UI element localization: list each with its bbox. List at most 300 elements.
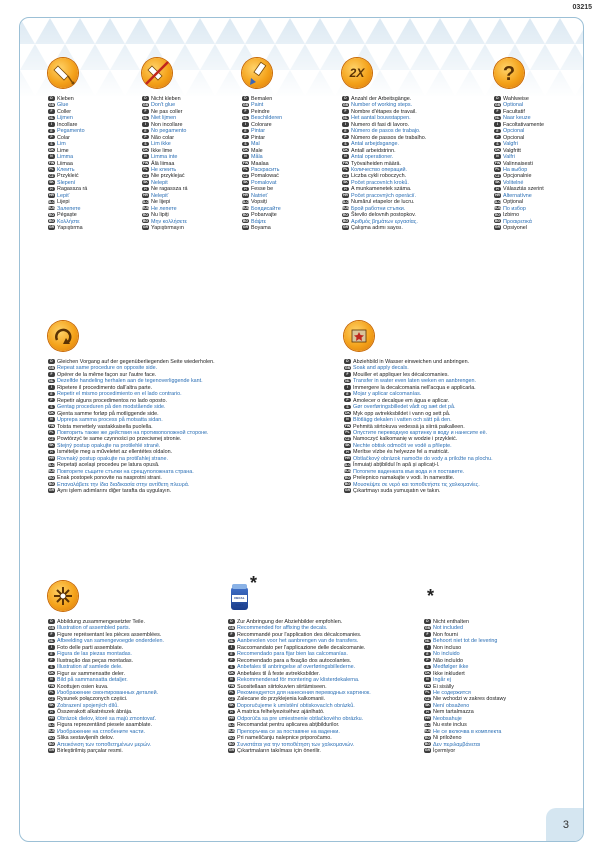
language-text: Mal — [251, 141, 260, 148]
language-code-badge: S — [494, 142, 501, 146]
language-code-badge: SLO — [242, 199, 249, 204]
language-code-badge: SK — [49, 180, 54, 185]
language-code-badge: S — [142, 142, 149, 146]
language-code-badge: HR — [343, 193, 348, 198]
language-code-badge: NL — [49, 378, 54, 383]
optional-text — [494, 96, 544, 232]
language-text: Ilustração das peças montadas. — [57, 657, 134, 664]
language-code-badge: SLO — [228, 722, 235, 727]
language-text: Опустите переводную картинку в воду и нанесите её. — [353, 429, 488, 436]
language-code-badge: DK — [495, 148, 500, 152]
decal-bottle-icon — [231, 587, 248, 610]
language-text: Ikke lime — [151, 147, 173, 154]
language-code-badge: H — [424, 710, 431, 714]
language-code-badge: P — [48, 398, 55, 402]
repeat-arrow-icon — [48, 321, 78, 351]
language-text: Συνιστάται για την τοποθέτηση των χαλκομανιών. — [237, 741, 355, 748]
language-code-badge: F — [424, 632, 431, 636]
language-code-badge: GB — [243, 102, 248, 107]
language-code-badge: CZ — [229, 696, 234, 701]
language-text: Não colar — [151, 134, 175, 141]
language-code-badge: FIN — [228, 683, 235, 688]
language-text: Soak and apply decals. — [353, 365, 409, 372]
language-code-badge: D — [494, 96, 501, 100]
language-text: Nu este inclus — [433, 722, 467, 729]
language-code-badge: GB — [495, 102, 500, 107]
language-text: Amolecer o decalque em água e aplicar. — [353, 397, 450, 404]
language-code-badge: N — [242, 154, 249, 158]
language-text: Alternatívne — [503, 192, 532, 199]
language-text: Wahlweise — [503, 96, 529, 102]
language-text: Slepení — [57, 179, 76, 186]
two-x-icon — [342, 58, 372, 88]
language-text: Repeat same procedure on opposite side. — [57, 365, 158, 372]
language-text: Ne ragassza rá — [151, 186, 188, 193]
language-code-badge: CZ — [49, 436, 54, 441]
language-code-badge: N — [142, 154, 149, 158]
language-code-badge: N — [48, 154, 55, 158]
language-code-badge: BG — [49, 741, 54, 746]
language-code-badge: HR — [49, 456, 54, 461]
language-text: Toista menettely vastakkaisella puolella. — [57, 423, 153, 430]
language-text: Rovnaký postup opakujte na protiľahlej strane. — [57, 455, 168, 462]
language-code-badge: RO — [243, 212, 248, 217]
language-text: Ripetere il procedimento dall'altra parte. — [57, 384, 153, 391]
language-code-badge: E — [424, 652, 431, 656]
language-text: Çıkartmayı suda yumuşatın ve takın. — [353, 488, 441, 495]
language-code-badge: GB — [229, 625, 234, 630]
language-code-badge: BG — [425, 741, 430, 746]
language-code-badge: P — [48, 658, 55, 662]
language-code-badge: N — [424, 677, 431, 681]
language-text: Gjenta samme forløp på motliggende side. — [57, 410, 159, 417]
language-code-badge: NL — [425, 638, 430, 643]
language-text: Není obsaženo — [433, 702, 470, 709]
assembled-text — [48, 619, 164, 755]
language-line — [344, 488, 493, 494]
language-code-badge: S — [48, 405, 55, 409]
recommended-text — [228, 619, 371, 755]
language-text: Dezelfde handeling herhalen aan de tegenoverliggende kant. — [57, 378, 203, 385]
language-text: Número de pasos de trabajo. — [351, 128, 421, 135]
language-code-badge: PL — [345, 430, 350, 435]
language-code-badge: H — [228, 710, 235, 714]
language-text: Повторить также же действия на противоположной стороне. — [57, 429, 209, 436]
language-code-badge: NL — [343, 115, 348, 120]
language-text: Naar keuze — [503, 115, 531, 122]
language-text: Recommended for affixing the decals. — [237, 625, 328, 632]
language-text: Gentag proceduren på den modstående side. — [57, 404, 166, 411]
language-code-badge: N — [344, 417, 351, 421]
language-text: Figura de las piezas montadas. — [57, 651, 132, 658]
language-code-badge: HR — [143, 193, 148, 198]
language-code-badge: NL — [345, 378, 350, 383]
language-text: Nicht enthalten — [433, 619, 469, 625]
language-code-badge: DK — [425, 671, 430, 675]
language-text: Koottujen osien kuva. — [57, 683, 109, 690]
language-code-badge: FIN — [48, 160, 55, 165]
language-code-badge: GR — [425, 748, 430, 753]
language-code-badge: RUS — [142, 206, 149, 211]
language-code-badge: I — [242, 122, 249, 126]
language-text: Recomendado para fijar bien las calcomanías. — [237, 651, 348, 658]
language-code-badge: D — [142, 96, 149, 100]
language-code-badge: S — [228, 665, 235, 669]
language-code-badge: H — [142, 187, 149, 191]
language-code-badge: FIN — [48, 683, 55, 688]
language-text: Limma — [57, 154, 74, 161]
language-code-badge: N — [228, 677, 235, 681]
language-text: Boyama — [251, 225, 271, 232]
language-text: Don't glue — [151, 102, 176, 109]
language-text: Μουσκέψτε σε νερό και τοποθετήστε τις χαλκομανίες. — [353, 481, 480, 488]
language-code-badge: SK — [49, 703, 54, 708]
language-code-badge: HR — [345, 456, 350, 461]
language-text: A matrica felhelyezéséhez ajánlható. — [237, 709, 325, 716]
language-code-badge: D — [228, 619, 235, 623]
language-text: Nie wchodzi w zakres dostawy — [433, 696, 507, 703]
language-code-badge: PL — [343, 167, 348, 172]
language-text: Not included — [433, 625, 463, 632]
language-text: Facoltativamente — [503, 121, 545, 128]
language-text: Κολλήστε — [57, 218, 80, 225]
language-code-badge: F — [48, 372, 55, 376]
language-text: Fesse be — [251, 186, 274, 193]
language-code-badge: H — [494, 187, 501, 191]
language-code-badge: SK — [343, 180, 348, 185]
language-text: Incollare — [57, 121, 78, 128]
language-code-badge: RO — [425, 735, 430, 740]
language-text: Stejný postup opakujte na protilehlé straně. — [57, 442, 161, 449]
decal-text — [344, 359, 493, 495]
language-line — [48, 225, 87, 231]
language-code-badge: RO — [495, 212, 500, 217]
language-text: Mojar y aplicar calcomanías. — [353, 391, 422, 398]
language-code-badge: SLO — [494, 199, 501, 204]
language-code-badge: HR — [49, 193, 54, 198]
language-code-badge: RO — [49, 212, 54, 217]
language-text: Måla — [251, 154, 263, 161]
language-text: Število delovnih postopkov. — [351, 212, 416, 219]
language-text: Opțional — [503, 199, 524, 206]
language-code-badge: GB — [343, 102, 348, 107]
language-code-badge: BG — [229, 741, 234, 746]
language-code-badge: S — [48, 142, 55, 146]
language-code-badge: CZ — [425, 696, 430, 701]
language-text: Не клеить — [151, 166, 177, 173]
language-text: Ikke inkludert — [433, 670, 465, 677]
language-code-badge: RUS — [342, 206, 349, 211]
language-text: Не лепете — [151, 205, 177, 212]
language-text: Μην κολλήσετε — [151, 218, 187, 225]
language-code-badge: GB — [49, 365, 54, 370]
language-text: Antall arbeidstrinn. — [351, 147, 396, 154]
language-code-badge: D — [48, 619, 55, 623]
language-text: Választás szerint — [503, 186, 544, 193]
language-text: Nicht kleben — [151, 96, 181, 102]
language-code-badge: I — [344, 385, 351, 389]
language-text: Ismételje meg a műveletet az ellentétes oldalon. — [57, 449, 173, 456]
language-text: Maalaa — [251, 160, 269, 167]
language-code-badge: D — [48, 96, 55, 100]
language-text: Opcional — [503, 134, 525, 141]
glue-icon — [48, 58, 78, 88]
language-code-badge: HR — [425, 716, 430, 721]
language-code-badge: PL — [49, 690, 54, 695]
language-code-badge: PL — [243, 167, 248, 172]
language-code-badge: HR — [495, 193, 500, 198]
language-text: На выбор — [503, 166, 528, 173]
language-code-badge: E — [494, 129, 501, 133]
language-code-badge: RUS — [228, 729, 235, 734]
language-text: Opsiyonel — [503, 225, 527, 232]
language-code-badge: F — [48, 109, 55, 113]
language-code-badge: D — [342, 96, 349, 100]
language-code-badge: FIN — [242, 160, 249, 165]
language-text: Repetir alguns procedimentos no lado oposto. — [57, 397, 167, 404]
language-text: Het aantal bouwstappen. — [351, 115, 411, 122]
decal-bottle-label: DECAL SOFT — [232, 595, 247, 602]
language-text: Zur Anbringung der Abziehbilder empfohlen. — [237, 619, 343, 625]
language-code-badge: FIN — [342, 160, 349, 165]
language-code-badge: I — [48, 645, 55, 649]
language-code-badge: NL — [49, 115, 54, 120]
language-code-badge: F — [142, 109, 149, 113]
language-text: Figura reprezentând piesele asamblate. — [57, 722, 152, 729]
language-text: Opérer de la même façon sur l'autre face. — [57, 371, 157, 378]
language-code-badge: HR — [49, 716, 54, 721]
language-code-badge: P — [494, 135, 501, 139]
not-included-text — [424, 619, 506, 755]
instruction-panel — [19, 17, 584, 842]
language-text: Abbildung zusammengesetzter Teile. — [57, 619, 145, 625]
language-text: Bild på sammansatta detaljer. — [57, 677, 128, 684]
language-code-badge: GR — [243, 225, 248, 230]
language-line — [242, 225, 282, 231]
language-text: Foto delle parti assemblate. — [57, 644, 124, 651]
language-code-badge: F — [342, 109, 349, 113]
language-code-badge: E — [142, 129, 149, 133]
language-text: Ne pas coller — [151, 108, 183, 115]
language-code-badge: FIN — [48, 423, 55, 428]
language-text: Valgfritt — [503, 147, 521, 154]
language-text: Βάψτε — [251, 218, 267, 225]
language-text: Blötlägg dekalen i vatten och sätt på den. — [353, 417, 452, 424]
decal-icon — [344, 321, 374, 351]
language-code-badge: CZ — [49, 173, 54, 178]
language-code-badge: GB — [425, 625, 430, 630]
language-text: Количество операций. — [351, 166, 407, 173]
language-code-badge: NL — [143, 115, 148, 120]
language-text: Medfølger ikke — [433, 664, 469, 671]
language-text: Liczba cykli roboczych. — [351, 173, 407, 180]
language-text: Przykleić — [57, 173, 79, 180]
language-code-badge: DK — [49, 671, 54, 675]
language-code-badge: N — [494, 154, 501, 158]
language-text: Повторете същите стъпки на срещуположната страна. — [57, 468, 194, 475]
language-text: Opcional — [503, 128, 525, 135]
assembled-parts-icon — [48, 581, 78, 611]
language-text: Zalecane do przyklejenia kalkomanii. — [237, 696, 326, 703]
language-code-badge: BG — [49, 481, 54, 486]
language-code-badge: I — [142, 122, 149, 126]
language-code-badge: DK — [343, 148, 348, 152]
language-text: Nelepit — [151, 179, 168, 186]
language-code-badge: NL — [243, 115, 248, 120]
language-code-badge: E — [342, 129, 349, 133]
language-code-badge: SLO — [48, 722, 55, 727]
language-line — [48, 748, 164, 754]
language-text: Lijmen — [57, 115, 73, 122]
language-text: Брой работни стъпки. — [351, 205, 406, 212]
language-code-badge: SK — [345, 443, 350, 448]
language-text: Opcjonalnie — [503, 173, 532, 180]
language-text: Vopsiți — [251, 199, 267, 206]
language-text: Figure représentant les pièces assemblées. — [57, 631, 162, 638]
language-text: Prelepnico namakajte v vodi. In namestite. — [353, 475, 455, 482]
language-code-badge: BG — [243, 218, 248, 223]
language-code-badge: N — [342, 154, 349, 158]
language-text: Colar — [57, 134, 70, 141]
language-text: Immergere la decalcomania nell'acqua e applicarla. — [353, 384, 476, 391]
language-text: Nombre d'étapes de travail. — [351, 108, 417, 115]
language-code-badge: FIN — [424, 683, 431, 688]
language-text: Изображение на сглобените части. — [57, 728, 146, 735]
language-code-badge: F — [344, 372, 351, 376]
language-code-badge: CZ — [143, 173, 148, 178]
asterisk-icon: * — [427, 586, 435, 606]
language-line — [48, 488, 215, 494]
language-text: Δεν περιλαμβάνεται — [433, 741, 481, 748]
language-text: Nem tartalmazza — [433, 709, 474, 716]
language-code-badge: S — [344, 405, 351, 409]
language-text: Lepiť — [57, 192, 70, 199]
language-text: Залепете — [57, 205, 81, 212]
language-text: Paint — [251, 102, 264, 109]
language-text: Боядисайте — [251, 205, 281, 212]
language-code-badge: DK — [243, 148, 248, 152]
language-text: Изображение смонтированных деталей. — [57, 689, 159, 696]
language-text: Odporúča sa pre umiestnenie obtlačkového obrázku. — [237, 715, 364, 722]
language-code-badge: SLO — [424, 722, 431, 727]
language-text: Επαναλάβετε την ίδια διαδικασία στην αντίθετη πλευρά. — [57, 481, 190, 488]
language-code-badge: GR — [143, 225, 148, 230]
language-code-badge: GB — [49, 102, 54, 107]
language-code-badge: FIN — [142, 160, 149, 165]
language-text: Enak postopek ponovite na nasprotni strani. — [57, 475, 162, 482]
language-code-badge: SK — [243, 180, 248, 185]
language-code-badge: SLO — [342, 199, 349, 204]
language-code-badge: P — [344, 398, 351, 402]
language-text: Suositellaan siirtokuvien siirtämiseen. — [237, 683, 327, 690]
svg-text:?: ? — [502, 63, 516, 85]
language-text: Раскрасить — [251, 166, 280, 173]
language-code-badge: SK — [49, 443, 54, 448]
language-code-badge: GR — [495, 225, 500, 230]
language-code-badge: P — [228, 658, 235, 662]
language-text: Volitelné — [503, 179, 524, 186]
language-code-badge: D — [424, 619, 431, 623]
language-text: Repetați același procedeu pe latura opusă. — [57, 462, 160, 469]
language-code-badge: SLO — [344, 462, 351, 467]
language-text: Nelepiť — [151, 192, 169, 199]
language-code-badge: GR — [343, 225, 348, 230]
language-text: Colorare — [251, 121, 272, 128]
language-code-badge: F — [228, 632, 235, 636]
language-text: Mouiller et appliquer les décalcomanies. — [353, 371, 449, 378]
language-code-badge: H — [48, 710, 55, 714]
language-code-badge: SK — [143, 180, 148, 185]
language-code-badge: SLO — [48, 199, 55, 204]
language-text: Numărul etapelor de lucru. — [351, 199, 415, 206]
language-code-badge: RUS — [48, 729, 55, 734]
language-text: Facultatif — [503, 108, 525, 115]
language-code-badge: RUS — [242, 206, 249, 211]
language-code-badge: SLO — [142, 199, 149, 204]
language-code-badge: SLO — [48, 462, 55, 467]
language-code-badge: CZ — [243, 173, 248, 178]
language-code-badge: HR — [229, 716, 234, 721]
language-code-badge: N — [48, 677, 55, 681]
language-text: Çalışma adımı sayısı. — [351, 225, 403, 232]
language-text: No pegamento — [151, 128, 187, 135]
language-code-badge: F — [48, 632, 55, 636]
language-text: Peindre — [251, 108, 270, 115]
language-code-badge: NL — [49, 638, 54, 643]
glue-text — [48, 96, 87, 232]
language-text: Recomendado para a fixação dos autocolantes. — [237, 657, 352, 664]
language-code-badge: E — [48, 392, 55, 396]
language-code-badge: P — [242, 135, 249, 139]
language-text: Coller — [57, 108, 72, 115]
language-text: Obrázok dielov, ktoré sa majú zmontovať. — [57, 715, 157, 722]
language-text: Ni priloženo — [433, 735, 462, 742]
language-text: Gleichen Vorgang auf der gegenüberliegenden Seite wiederholen. — [57, 359, 215, 365]
language-text: Zobrazení spojených dílů. — [57, 702, 119, 709]
language-text: Lijepi — [57, 199, 70, 206]
language-text: По избор — [503, 205, 526, 212]
language-code-badge: S — [424, 665, 431, 669]
language-code-badge: E — [48, 129, 55, 133]
language-code-badge: D — [344, 359, 351, 363]
language-code-badge: DK — [345, 411, 350, 415]
language-code-badge: CZ — [49, 696, 54, 701]
language-line — [424, 748, 506, 754]
language-code-badge: RO — [345, 475, 350, 480]
language-code-badge: GR — [345, 488, 350, 493]
language-code-badge: BG — [345, 481, 350, 486]
language-code-badge: SK — [425, 703, 430, 708]
language-text: Потопете ваденката във вода и я поставете. — [353, 468, 465, 475]
language-code-badge: GR — [229, 748, 234, 753]
language-code-badge: I — [228, 645, 235, 649]
language-text: Afbeelding van samengevoegde onderdelen. — [57, 638, 164, 645]
language-text: Препоръчва се за поставяне на ваденки. — [237, 728, 340, 735]
repeat-text — [48, 359, 215, 495]
language-code-badge: DK — [143, 148, 148, 152]
language-text: Beschilderen — [251, 115, 283, 122]
language-text: Anbefales til å feste avtrekksbilder. — [237, 670, 320, 677]
language-code-badge: H — [48, 187, 55, 191]
language-text: Repetir el mismo procedimiento en el lado contrario. — [57, 391, 182, 398]
language-code-badge: I — [48, 385, 55, 389]
language-text: Valgfri — [503, 141, 518, 148]
language-code-badge: F — [242, 109, 249, 113]
language-code-badge: P — [48, 135, 55, 139]
language-text: Antal arbejdsgange. — [351, 141, 399, 148]
language-text: Non incluso — [433, 644, 462, 651]
language-text: Niet lijmen — [151, 115, 177, 122]
